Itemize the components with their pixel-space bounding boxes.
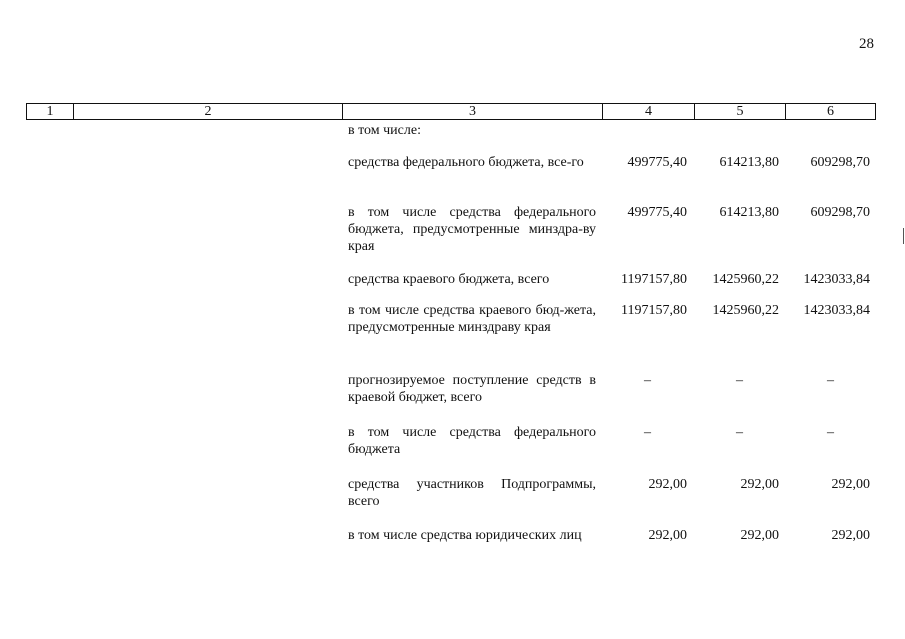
header-cell-2: 2	[204, 104, 212, 119]
row-value-col4: 1197157,80	[621, 303, 687, 318]
row-description: в том числе средства юридических лиц	[348, 528, 582, 543]
row-value-col4: 499775,40	[627, 205, 687, 220]
row-value-col4: 1197157,80	[621, 272, 687, 287]
header-cell-3: 3	[469, 104, 476, 119]
row-value-col5: 1425960,22	[712, 272, 779, 287]
header-cell-4: 4	[645, 104, 652, 119]
row-value-col4: 292,00	[648, 477, 687, 492]
row-value-col4: –	[644, 425, 651, 440]
row-value-col6: –	[827, 373, 834, 388]
row-value-col5: –	[736, 373, 743, 388]
row-value-col6: 609298,70	[810, 155, 870, 170]
row-description: в том числе:	[348, 123, 421, 138]
row-value-col6: 292,00	[831, 477, 870, 492]
row-description: в том числе средства федерального бюджета	[348, 425, 596, 457]
row-value-col6: 292,00	[831, 528, 870, 543]
header-cell-1: 1	[46, 104, 54, 119]
row-value-col5: 1425960,22	[712, 303, 779, 318]
row-description: в том числе средства краевого бюд-жета, предусмотренные минздраву края	[348, 303, 596, 335]
header-cell-5: 5	[736, 104, 744, 119]
scan-margin-mark	[903, 228, 904, 244]
row-value-col4: –	[644, 373, 651, 388]
row-description: средства федерального бюджета, все-го	[348, 155, 584, 170]
row-value-col4: 499775,40	[627, 155, 687, 170]
row-value-col5: 292,00	[740, 528, 779, 543]
row-value-col5: –	[736, 425, 743, 440]
row-value-col6: 1423033,84	[803, 303, 870, 318]
row-value-col5: 614213,80	[719, 205, 779, 220]
row-value-col6: 609298,70	[810, 205, 870, 220]
row-value-col6: –	[827, 425, 834, 440]
row-description: в том числе средства федерального бюджета, предусмотренные минздра-ву края	[348, 205, 596, 254]
row-value-col5: 614213,80	[719, 155, 779, 170]
row-value-col4: 292,00	[648, 528, 687, 543]
row-description: средства краевого бюджета, всего	[348, 272, 550, 287]
row-value-col6: 1423033,84	[803, 272, 870, 287]
row-description: прогнозируемое поступление средств в краевой бюджет, всего	[348, 373, 596, 405]
row-value-col5: 292,00	[740, 477, 779, 492]
header-cell-6: 6	[827, 104, 834, 119]
row-description: средства участников Подпрограммы, всего	[348, 477, 596, 509]
page-number: 28	[859, 36, 874, 52]
table-header-row	[26, 103, 876, 120]
